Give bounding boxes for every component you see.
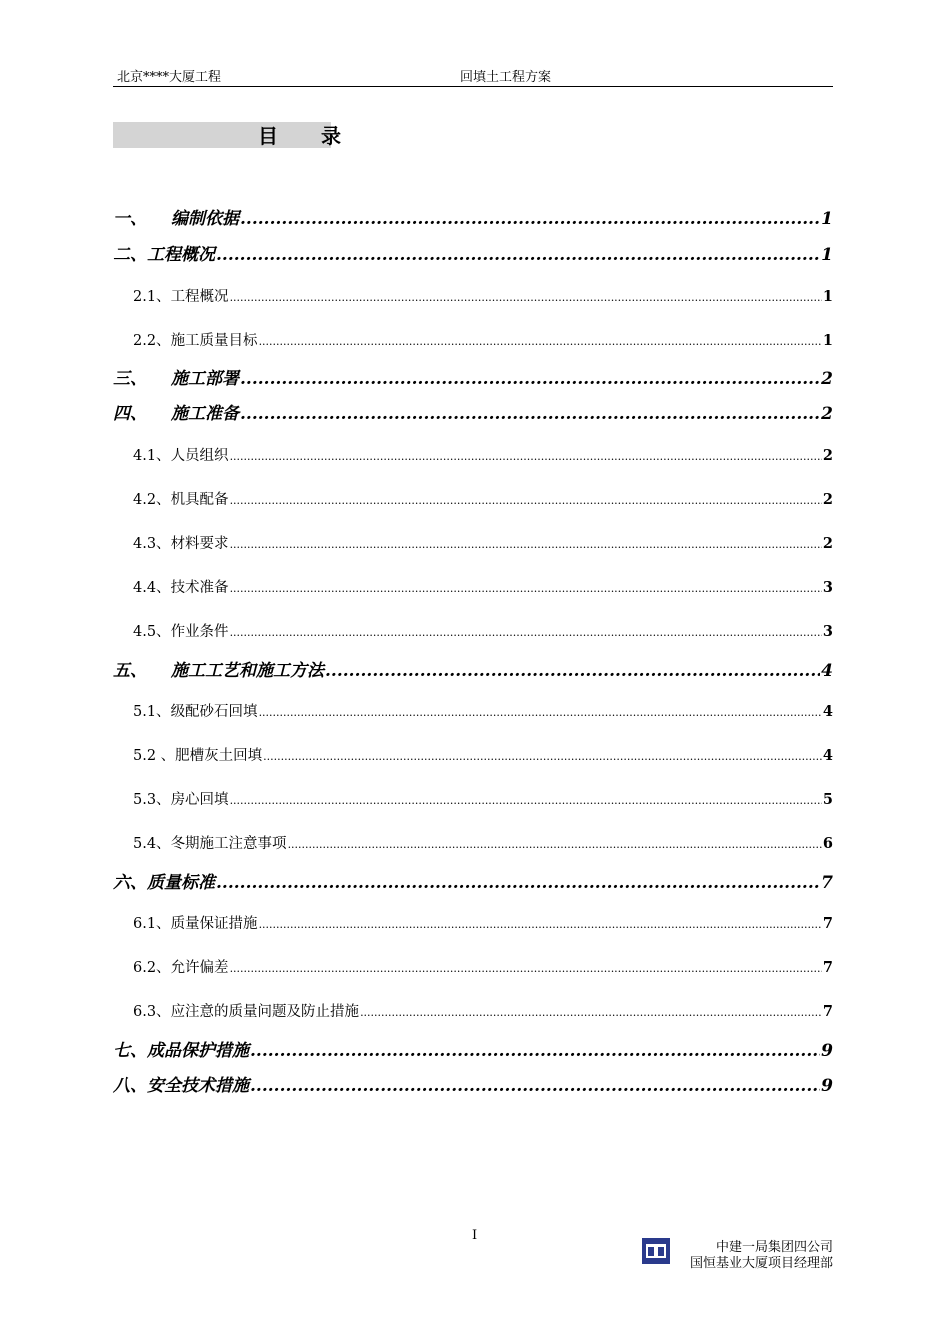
toc-entry-label: 材料要求 <box>170 536 229 552</box>
toc-entry-number: 2.2、 <box>133 333 171 349</box>
toc-entry-label: 施工准备 <box>171 404 239 424</box>
toc-entry[interactable] <box>133 488 833 509</box>
header-project-name: 北京****大厦工程 <box>117 70 222 85</box>
toc-entry[interactable] <box>133 956 833 977</box>
toc-entry-page: 4 <box>821 661 833 681</box>
header-document-title: 回填土工程方案 <box>460 70 552 85</box>
toc-entry-number: 三、 <box>113 369 147 389</box>
toc-entry-page: 1 <box>822 332 833 349</box>
toc-leader-dots <box>230 582 822 595</box>
toc-entry[interactable] <box>133 912 833 933</box>
toc-entry[interactable] <box>133 700 833 721</box>
toc-entry-number: 二、 <box>113 245 147 265</box>
toc-leader-dots <box>216 873 820 893</box>
company-logo-mark <box>646 1244 666 1258</box>
toc-entry-page: 1 <box>822 288 833 305</box>
toc-entry-label: 施工工艺和施工方法 <box>171 661 324 681</box>
toc-entry-page: 7 <box>822 915 833 932</box>
toc-entry-number: 一、 <box>113 209 147 229</box>
toc-entry-number: 6.3、 <box>133 1004 171 1020</box>
toc-entry-label: 级配砂石回填 <box>170 704 258 720</box>
toc-entry[interactable] <box>113 1036 833 1061</box>
toc-leader-dots <box>259 335 822 348</box>
toc-leader-dots <box>263 750 822 763</box>
toc-entry-page: 2 <box>822 491 833 508</box>
toc-entry-page: 7 <box>821 873 833 893</box>
toc-entry-label: 质量保证措施 <box>170 916 258 932</box>
toc-entry[interactable] <box>113 399 833 424</box>
toc-entry-page: 2 <box>821 404 833 424</box>
toc-entry-number: 五、 <box>113 661 147 681</box>
toc-entry-page: 4 <box>822 703 833 720</box>
toc-leader-dots <box>216 245 820 265</box>
toc-entry-label: 冬期施工注意事项 <box>170 836 287 852</box>
toc-leader-dots <box>240 209 820 229</box>
toc-entry-number: 5.1、 <box>133 704 171 720</box>
toc-leader-dots <box>288 838 822 851</box>
footer-page-number: I <box>472 1228 478 1243</box>
toc-entry-label: 编制依据 <box>171 209 239 229</box>
toc-entry-page: 7 <box>822 959 833 976</box>
toc-entry-number: 5.2 、 <box>133 748 176 764</box>
toc-entry[interactable] <box>133 832 833 853</box>
toc-entry-number: 4.4、 <box>133 580 171 596</box>
toc-leader-dots <box>240 369 820 389</box>
toc-leader-dots <box>230 794 822 807</box>
toc-leader-dots <box>230 450 822 463</box>
footer-company <box>690 1240 833 1272</box>
toc-leader-dots <box>230 291 822 304</box>
toc-entry-page: 6 <box>822 835 833 852</box>
toc-entry-page: 2 <box>822 447 833 464</box>
toc-entry-number: 七、 <box>113 1041 147 1061</box>
toc-entry-number: 4.5、 <box>133 624 171 640</box>
toc-entry[interactable] <box>133 444 833 465</box>
toc-entry-label: 施工部署 <box>171 369 239 389</box>
toc-entry[interactable] <box>113 204 833 229</box>
toc-entry-label: 工程概况 <box>170 289 229 305</box>
toc-entry[interactable] <box>113 868 833 893</box>
toc-entry-page: 1 <box>821 245 833 265</box>
toc-entry-page: 5 <box>822 791 833 808</box>
toc-entry[interactable] <box>133 576 833 597</box>
toc-leader-dots <box>230 962 822 975</box>
toc-entry[interactable] <box>133 329 833 350</box>
toc-entry[interactable] <box>133 788 833 809</box>
toc-title: 目 录 <box>258 124 359 148</box>
toc-entry[interactable] <box>113 364 833 389</box>
toc-leader-dots <box>230 538 822 551</box>
toc-leader-dots <box>240 404 820 424</box>
toc-entry-number: 2.1、 <box>133 289 171 305</box>
toc-entry-number: 4.3、 <box>133 536 171 552</box>
toc-entry[interactable] <box>113 240 833 265</box>
toc-leader-dots <box>250 1041 820 1061</box>
company-logo-icon <box>642 1238 670 1264</box>
toc-entry-page: 3 <box>822 579 833 596</box>
toc-entry-number: 八、 <box>113 1076 147 1096</box>
toc-entry-number: 5.3、 <box>133 792 171 808</box>
toc-entry-label: 人员组织 <box>170 448 229 464</box>
toc-entry-page: 2 <box>821 369 833 389</box>
toc-entry[interactable] <box>133 1000 833 1021</box>
toc-entry-page: 9 <box>821 1041 833 1061</box>
footer-company-line2: 国恒基业大厦项目经理部 <box>689 1256 833 1271</box>
toc-entry[interactable] <box>133 532 833 553</box>
toc-entry-page: 7 <box>822 1003 833 1020</box>
toc-entry-label: 技术准备 <box>170 580 229 596</box>
toc-entry-label: 机具配备 <box>170 492 229 508</box>
toc-entry-number: 6.1、 <box>133 916 171 932</box>
toc-leader-dots <box>259 706 822 719</box>
toc-entry[interactable] <box>133 285 833 306</box>
toc-entry[interactable] <box>133 620 833 641</box>
toc-entry-label: 质量标准 <box>147 873 215 893</box>
toc-entry-number: 四、 <box>113 404 147 424</box>
toc-entry-page: 1 <box>821 209 833 229</box>
toc-entry-label: 施工质量目标 <box>170 333 258 349</box>
toc-leader-dots <box>230 626 822 639</box>
toc-entry-label: 应注意的质量问题及防止措施 <box>170 1004 360 1020</box>
toc-leader-dots <box>230 494 822 507</box>
toc-leader-dots <box>360 1006 822 1019</box>
toc-entry-number: 6.2、 <box>133 960 171 976</box>
toc-entry-label: 作业条件 <box>170 624 229 640</box>
toc-entry-label: 工程概况 <box>147 245 215 265</box>
footer-company-line1: 中建一局集团四公司 <box>715 1240 833 1255</box>
toc-entry[interactable] <box>133 744 833 765</box>
toc-entry[interactable] <box>113 656 833 681</box>
toc-entry-label: 成品保护措施 <box>147 1041 249 1061</box>
toc-entry-page: 9 <box>821 1076 833 1096</box>
toc-entry[interactable] <box>113 1071 833 1096</box>
toc-entry-label: 肥槽灰土回填 <box>175 748 263 764</box>
toc-entry-number: 六、 <box>113 873 147 893</box>
toc-leader-dots <box>259 918 822 931</box>
toc-leader-dots <box>325 661 820 681</box>
toc-entry-page: 3 <box>822 623 833 640</box>
toc-entry-number: 4.2、 <box>133 492 171 508</box>
page-header <box>113 66 833 87</box>
toc-leader-dots <box>250 1076 820 1096</box>
toc-entry-label: 允许偏差 <box>170 960 229 976</box>
toc-entry-number: 5.4、 <box>133 836 171 852</box>
toc-entry-page: 4 <box>822 747 833 764</box>
toc-entry-label: 房心回填 <box>170 792 229 808</box>
toc-entry-number: 4.1、 <box>133 448 171 464</box>
toc-entry-page: 2 <box>822 535 833 552</box>
toc-entry-label: 安全技术措施 <box>147 1076 249 1096</box>
